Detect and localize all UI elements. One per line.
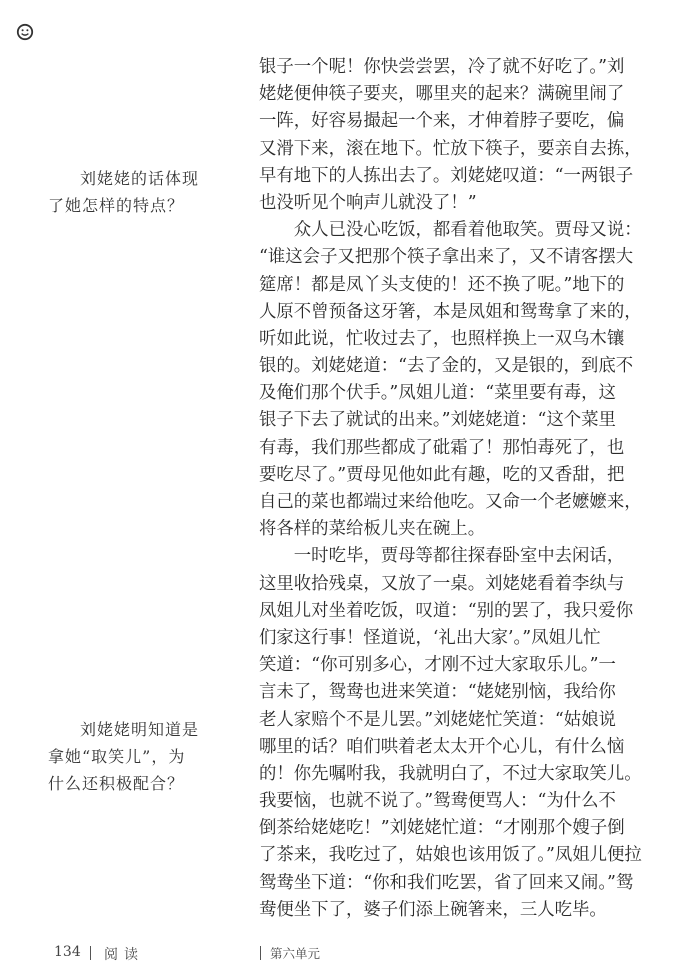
text-line: 鸯便坐下了，婆子们添上碗箸来，三人吃毕。: [259, 899, 607, 920]
text-line: 人原不曾预备这牙箸，本是凤姐和鸳鸯拿了来的，: [259, 301, 642, 322]
text-line: 姥姥便伸筷子要夹，哪里夹的起来？满碗里闹了: [259, 84, 625, 105]
text-line: 早有地下的人拣出去了。刘姥姥叹道：“一两银子: [259, 165, 634, 186]
text-line: 自己的菜也都端过来给他吃。又命一个老嬷嬷来，: [259, 492, 642, 512]
margin-question-2: [48, 716, 226, 797]
page-number: 134: [54, 944, 81, 960]
text-line: 了茶来，我吃过了，姑娘也该用饭了。”凤姐儿便拉: [259, 845, 642, 866]
text-line: 听如此说，忙收过去了，也照样换上一双乌木镶: [259, 328, 625, 349]
page-footer: [0, 944, 689, 962]
text-line: 众人已没心吃饭，都看着他取笑。贾母又说：: [259, 220, 642, 241]
text-line: 鸳鸯坐下道：“你和我们吃罢，省了回来又闹。”鸳: [259, 872, 634, 893]
text-line: 要吃尽了。”贾母见他如此有趣，吃的又香甜，把: [259, 464, 625, 485]
text-line: 及俺们那个伏手。”凤姐儿道：“菜里要有毒，这: [259, 383, 616, 404]
footer-divider: [90, 946, 91, 960]
text-line: 将各样的菜给板儿夹在碗上。: [259, 519, 486, 540]
text-line: 有毒，我们那些都成了砒霜了！那怕毒死了，也: [259, 437, 625, 458]
margin-question-line: 什么还积极配合？: [48, 774, 185, 793]
text-line: 哪里的话？咱们哄着老太太开个心儿，有什么恼: [259, 736, 625, 757]
footer-divider: [260, 946, 261, 960]
smiley-face-icon: [16, 23, 34, 41]
text-line: “谁这会子又把那个筷子拿出来了，又不请客摆大: [259, 247, 634, 268]
text-line: 言未了，鸳鸯也进来笑道：“姥姥别恼，我给你: [259, 682, 616, 703]
text-line: 银子下去了就试的出来。”刘姥姥道：“这个菜里: [259, 410, 616, 431]
text-line: 倒茶给姥姥吃！”刘姥姥忙道：“才刚那个嫂子倒: [259, 818, 625, 839]
unit-label: 第六单元: [270, 946, 321, 961]
text-line: 一时吃毕，贾母等都往探春卧室中去闲话，: [259, 546, 625, 567]
text-line: 也没听见个响声儿就没了！”: [259, 192, 477, 213]
section-label: 阅读: [104, 947, 144, 963]
margin-question-line: 刘姥姥的话体现: [80, 169, 200, 188]
margin-question-line: 了她怎样的特点？: [48, 196, 185, 215]
text-line: 这里收拾残桌，又放了一桌。刘姥姥看着李纨与: [259, 573, 625, 594]
text-line: 又滑下来，滚在地下。忙放下筷子，要亲自去拣，: [259, 138, 642, 159]
text-line: 银的。刘姥姥道：“去了金的，又是银的，到底不: [259, 356, 634, 377]
margin-question-1: [48, 165, 226, 219]
text-line: 我要恼，也就不说了。”鸳鸯便骂人：“为什么不: [259, 791, 616, 812]
text-line: 的！你先嘱咐我，我就明白了，不过大家取笑儿。: [259, 763, 642, 784]
text-line: 们家这行事！怪道说，‘礼出大家’。”凤姐儿忙: [259, 627, 601, 648]
text-line: 老人家赔个不是儿罢。”刘姥姥忙笑道：“姑娘说: [259, 709, 616, 730]
margin-question-line: 拿她“取笑儿”，为: [48, 747, 186, 766]
text-line: 凤姐儿对坐着吃饭，叹道：“别的罢了，我只爱你: [259, 600, 634, 621]
body-text: [259, 54, 642, 924]
text-line: 笑道：“你可别多心，才刚不过大家取乐儿。”一: [259, 655, 616, 676]
text-line: 银子一个呢！你快尝尝罢，冷了就不好吃了。”刘: [259, 57, 625, 77]
margin-question-line: 刘姥姥明知道是: [80, 720, 200, 739]
text-line: 一阵，好容易撮起一个来，才伸着脖子要吃，偏: [259, 111, 625, 132]
text-line: 筵席！都是凤丫头支使的！还不换了呢。”地下的: [259, 274, 625, 295]
